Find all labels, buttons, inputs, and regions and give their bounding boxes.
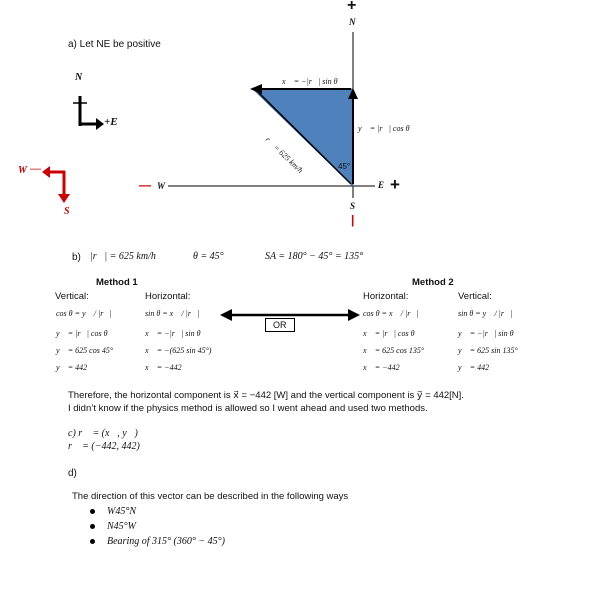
axis-west-minus: — xyxy=(139,178,151,192)
direction-item-text: Bearing of 315° (360° − 45°) xyxy=(107,536,225,547)
theta-value: θ = 45° xyxy=(193,251,224,262)
or-arrowhead-left xyxy=(220,309,232,321)
part-d-label: d) xyxy=(68,468,77,479)
or-label: OR xyxy=(265,318,295,332)
standard-angle: SA = 180° − 45° = 135° xyxy=(265,251,364,262)
method2-horizontal-heading: Horizontal: xyxy=(363,291,409,302)
method1-vertical-line: y⃗ = 442 xyxy=(56,363,88,372)
part-c-line-1: c) r⃗ = (x⃗, y⃗) xyxy=(68,428,138,439)
axis-north-plus: + xyxy=(347,0,357,14)
triangle-side-label: y⃗ = |r⃗| cos θ xyxy=(358,124,410,133)
method2-horizontal-line: x⃗ = −442 xyxy=(363,363,400,372)
compass-s-label: S xyxy=(64,206,70,217)
axis-east-label: E xyxy=(378,180,385,190)
part-c-line-2: r⃗ = (−442, 442) xyxy=(68,441,140,452)
bullet-icon xyxy=(90,539,95,544)
method1-title: Method 1 xyxy=(96,277,138,288)
conclusion-line-1: Therefore, the horizontal component is x⃗ = −442 [W] and the vertical component is y⃗ = 442[N]. xyxy=(68,390,464,401)
method2-vertical-line: y⃗ = 625 sin 135° xyxy=(458,346,518,355)
axis-west-label: W xyxy=(157,181,166,191)
method2-vertical-line: y⃗ = −|r⃗| sin θ xyxy=(458,329,514,338)
method1-horizontal-line: sin θ = x⃗ / |r⃗| xyxy=(145,309,200,318)
axis-south-minus: | xyxy=(351,213,355,227)
method2-vertical-line: y⃗ = 442 xyxy=(458,363,490,372)
direction-item xyxy=(90,506,136,517)
method1-vertical-line: y⃗ = |r⃗| cos θ xyxy=(56,329,108,338)
triangle-angle-label: 45° xyxy=(338,162,351,171)
or-arrowhead-right xyxy=(348,309,360,321)
direction-item xyxy=(90,536,225,547)
conclusion-line-2: I didn’t know if the physics method is allowed so I went ahead and used two methods. xyxy=(68,403,428,414)
part-d-intro: The direction of this vector can be described in the following ways xyxy=(72,491,349,502)
method1-vertical-line: cos θ = y⃗ / |r⃗| xyxy=(56,309,112,318)
axis-south-label: S xyxy=(350,201,356,211)
compass-w-dash: — xyxy=(30,163,41,175)
compass-e-label: +E xyxy=(104,116,118,128)
method1-vertical-heading: Vertical: xyxy=(55,291,89,302)
bullet-icon xyxy=(90,509,95,514)
method1-horizontal-line: x⃗ = −442 xyxy=(145,363,182,372)
direction-item-text: W45°N xyxy=(107,506,136,517)
compass-west-arrowhead xyxy=(42,166,50,178)
bullet-icon xyxy=(90,524,95,529)
method2-horizontal-line: x⃗ = |r⃗| cos θ xyxy=(363,329,415,338)
method1-vertical-line: y⃗ = 625 cos 45° xyxy=(56,346,114,355)
axis-north-label: N xyxy=(349,17,356,27)
method2-horizontal-line: x⃗ = 625 cos 135° xyxy=(363,346,425,355)
method2-horizontal-line: cos θ = x⃗ / |r⃗| xyxy=(363,309,419,318)
direction-item xyxy=(90,521,136,532)
method2-vertical-heading: Vertical: xyxy=(458,291,492,302)
method2-title: Method 2 xyxy=(412,277,454,288)
compass-n-label: N xyxy=(75,72,83,83)
method1-horizontal-line: x⃗ = −|r⃗| sin θ xyxy=(145,329,201,338)
r-magnitude: |r⃗| = 625 km/h xyxy=(90,251,156,262)
method1-horizontal-heading: Horizontal: xyxy=(145,291,191,302)
axis-east-plus: + xyxy=(390,175,400,194)
compass-east-arrowhead xyxy=(96,118,104,130)
direction-item-text: N45°W xyxy=(107,521,136,532)
triangle-hyp-label: r⃗ = 625 km/h xyxy=(263,135,305,176)
compass-south-arrowhead xyxy=(58,194,70,203)
method1-horizontal-line: x⃗ = −(625 sin 45°) xyxy=(145,346,212,355)
part-a-heading: a) Let NE be positive xyxy=(68,39,161,50)
triangle-top-label: x⃗ = −|r⃗| sin θ xyxy=(282,77,338,86)
part-b-label: b) xyxy=(72,252,81,263)
compass-w-label: W xyxy=(18,165,27,176)
method2-vertical-line: sin θ = y⃗ / |r⃗| xyxy=(458,309,513,318)
